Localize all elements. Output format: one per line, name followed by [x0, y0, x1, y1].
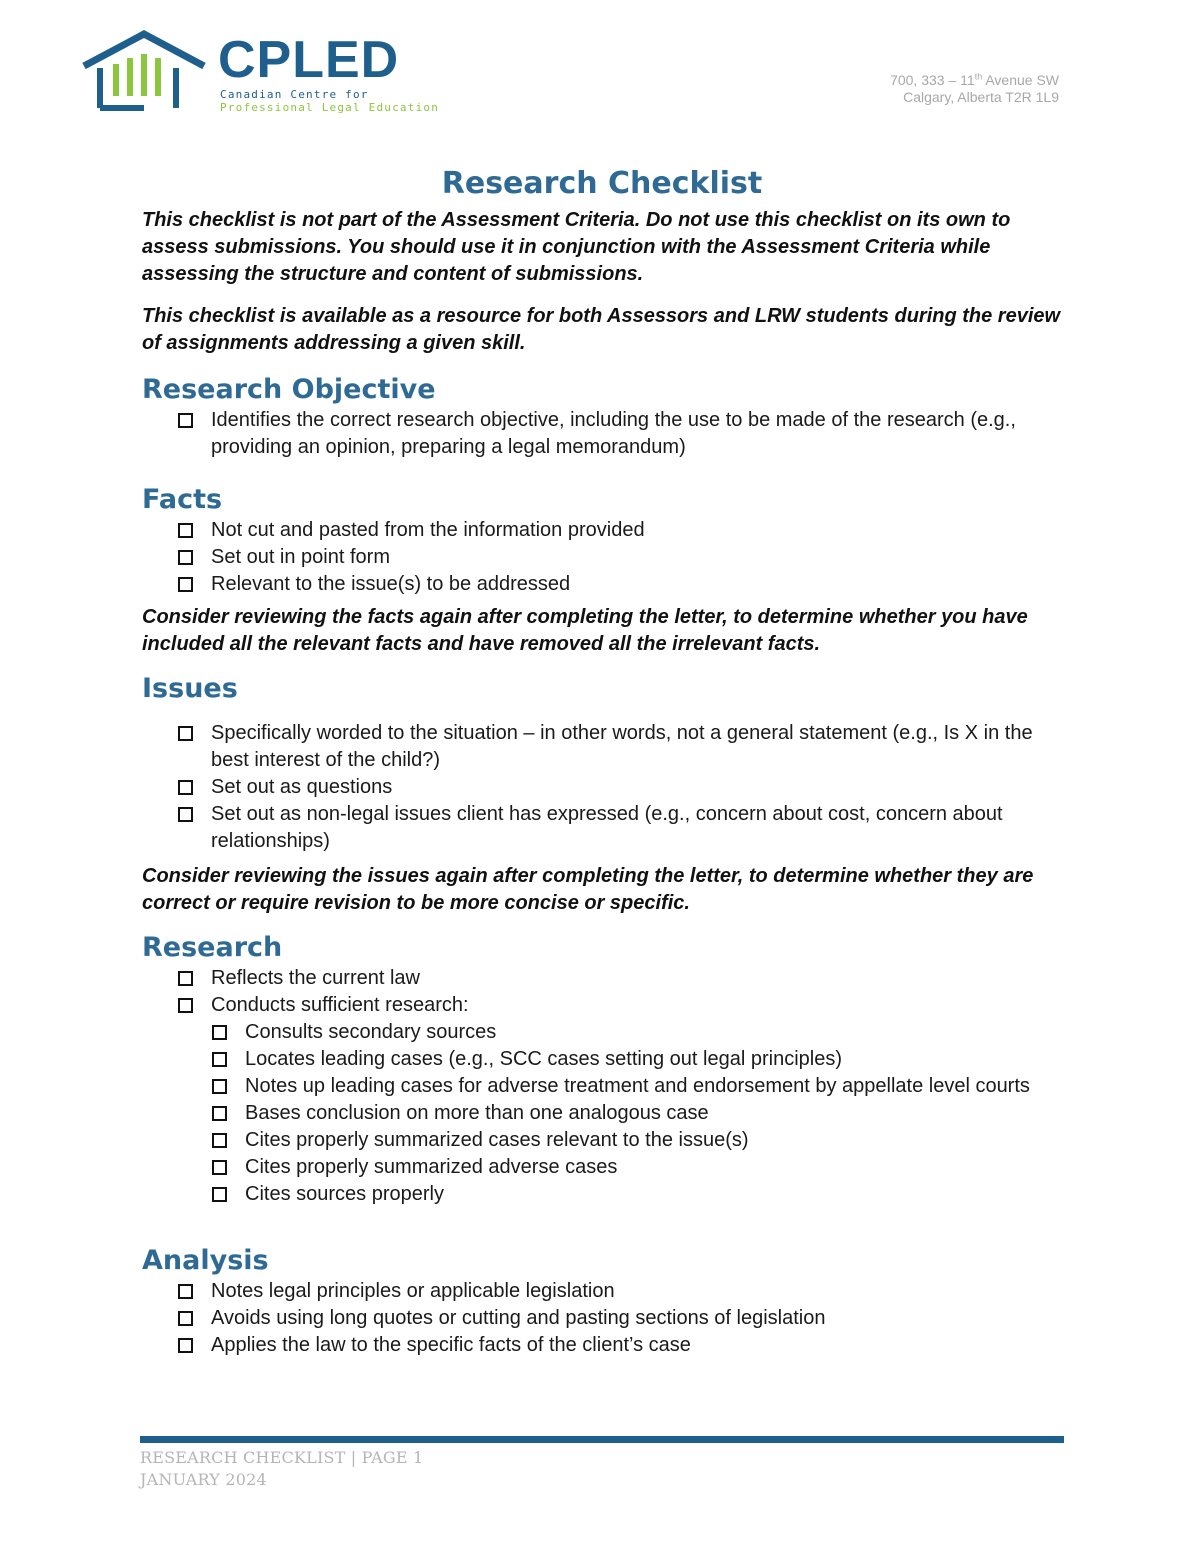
checklist-sub-item	[212, 1019, 1062, 1046]
checkbox-icon[interactable]	[178, 1338, 193, 1353]
checklist-item-text: Reflects the current law	[211, 967, 420, 989]
section-heading-research: Research	[142, 932, 283, 963]
checkbox-icon[interactable]	[212, 1133, 227, 1148]
checklist-item-text: Consults secondary sources	[245, 1021, 497, 1043]
checklist-item-text: Bases conclusion on more than one analogous case	[245, 1102, 709, 1124]
checklist-item-text: Set out in point form	[211, 546, 390, 568]
footer-page-label: RESEARCH CHECKLIST | PAGE 1	[140, 1448, 424, 1467]
checkbox-icon[interactable]	[178, 523, 193, 538]
checklist-item-text: Locates leading cases (e.g., SCC cases setting out legal principles)	[245, 1048, 842, 1070]
checklist-item	[178, 1332, 1062, 1359]
document-title: Research Checklist	[441, 166, 763, 201]
checklist-item-text: Identifies the correct research objective, including the use to be made of the research (e.g., providing an opinion, preparing a legal memorandum)	[211, 409, 1016, 458]
analysis-checklist	[142, 1278, 1062, 1359]
footer-date: JANUARY 2024	[140, 1470, 267, 1489]
checklist-item-text: Cites sources properly	[245, 1183, 444, 1205]
checklist-item-text: Cites properly summarized adverse cases	[245, 1156, 618, 1178]
document-body	[142, 165, 1062, 1359]
checklist-item	[178, 992, 1062, 1019]
checkbox-icon[interactable]	[178, 550, 193, 565]
section-heading-research-objective: Research Objective	[142, 374, 436, 405]
logo-subtitle-line-1: Canadian Centre for	[220, 88, 369, 101]
address-block	[890, 72, 1059, 106]
section-heading-analysis: Analysis	[142, 1245, 269, 1276]
checkbox-icon[interactable]	[212, 1052, 227, 1067]
address-street-prefix: 700, 333 – 11	[890, 72, 975, 88]
checklist-item-text: Avoids using long quotes or cutting and pasting sections of legislation	[211, 1307, 826, 1329]
address-street-suffix: Avenue SW	[982, 72, 1059, 88]
issues-note: Consider reviewing the issues again after completing the letter, to determine whether they are correct or require revision to be more concise or specific.	[142, 865, 1034, 914]
checkbox-icon[interactable]	[212, 1106, 227, 1121]
checkbox-icon[interactable]	[212, 1025, 227, 1040]
issues-checklist	[142, 720, 1062, 855]
checkbox-icon[interactable]	[178, 1311, 193, 1326]
checklist-item-text: Notes legal principles or applicable legislation	[211, 1280, 615, 1302]
checkbox-icon[interactable]	[212, 1187, 227, 1202]
checklist-sub-item	[212, 1100, 1062, 1127]
section-heading-issues: Issues	[142, 673, 238, 704]
research-checklist	[142, 965, 1062, 1019]
checklist-item-text: Not cut and pasted from the information provided	[211, 519, 645, 541]
checklist-item	[178, 965, 1062, 992]
checklist-item	[178, 544, 1062, 571]
checklist-item	[178, 571, 1062, 598]
checklist-item-text: Notes up leading cases for adverse treatment and endorsement by appellate level courts	[245, 1075, 1030, 1097]
research-sub-checklist	[142, 1019, 1062, 1208]
footer-divider	[140, 1436, 1064, 1443]
facts-checklist	[142, 517, 1062, 598]
logo-subtitle-line-2: Professional Legal Education	[220, 101, 440, 114]
checkbox-icon[interactable]	[212, 1160, 227, 1175]
intro-note-2: This checklist is available as a resource for both Assessors and LRW students during the review of assignments addressing a given skill.	[142, 305, 1061, 354]
logo-wordmark: CPLED	[218, 31, 400, 89]
address-ordinal-suffix: th	[974, 71, 983, 82]
checklist-item-text: Cites properly summarized cases relevant to the issue(s)	[245, 1129, 749, 1151]
section-heading-facts: Facts	[142, 484, 223, 515]
checklist-sub-item	[212, 1073, 1062, 1100]
facts-note: Consider reviewing the facts again after completing the letter, to determine whether you have included all the relevant facts and have removed all the irrelevant facts.	[142, 606, 1028, 655]
checklist-sub-item	[212, 1127, 1062, 1154]
checklist-item	[178, 517, 1062, 544]
checklist-sub-item	[212, 1046, 1062, 1073]
checklist-item-text: Applies the law to the specific facts of the client’s case	[211, 1334, 691, 1356]
checkbox-icon[interactable]	[178, 998, 193, 1013]
address-line-2: Calgary, Alberta T2R 1L9	[903, 89, 1059, 105]
checklist-item	[178, 774, 1062, 801]
checklist-sub-item	[212, 1181, 1062, 1208]
checkbox-icon[interactable]	[178, 971, 193, 986]
checkbox-icon[interactable]	[212, 1079, 227, 1094]
checklist-item	[178, 1305, 1062, 1332]
checkbox-icon[interactable]	[178, 577, 193, 592]
checklist-item	[178, 801, 1062, 855]
checklist-item-text: Conducts sufficient research:	[211, 994, 469, 1016]
checklist-item-text: Set out as questions	[211, 776, 393, 798]
checklist-item-text: Set out as non-legal issues client has expressed (e.g., concern about cost, concern about relationships)	[211, 803, 1003, 852]
page-footer	[140, 1436, 1064, 1491]
checklist-item	[178, 720, 1062, 774]
checkbox-icon[interactable]	[178, 726, 193, 741]
checklist-item-text: Specifically worded to the situation – in other words, not a general statement (e.g., Is X in the best interest of the child?)	[211, 722, 1033, 771]
address-line-1	[890, 72, 1059, 89]
checkbox-icon[interactable]	[178, 780, 193, 795]
checklist-item	[178, 1278, 1062, 1305]
cpled-logo	[80, 28, 440, 118]
checkbox-icon[interactable]	[178, 1284, 193, 1299]
intro-note-1: This checklist is not part of the Assessment Criteria. Do not use this checklist on its own to assess submissions. You should use it in conjunction with the Assessment Criteria while assessing the structure and content of submissions.	[142, 209, 1011, 285]
page-header	[0, 0, 1200, 150]
research-objective-checklist	[142, 407, 1062, 461]
checkbox-icon[interactable]	[178, 413, 193, 428]
checkbox-icon[interactable]	[178, 807, 193, 822]
checklist-item	[178, 407, 1062, 461]
checklist-sub-item	[212, 1154, 1062, 1181]
building-logo-icon	[80, 28, 210, 118]
checklist-item-text: Relevant to the issue(s) to be addressed	[211, 573, 571, 595]
